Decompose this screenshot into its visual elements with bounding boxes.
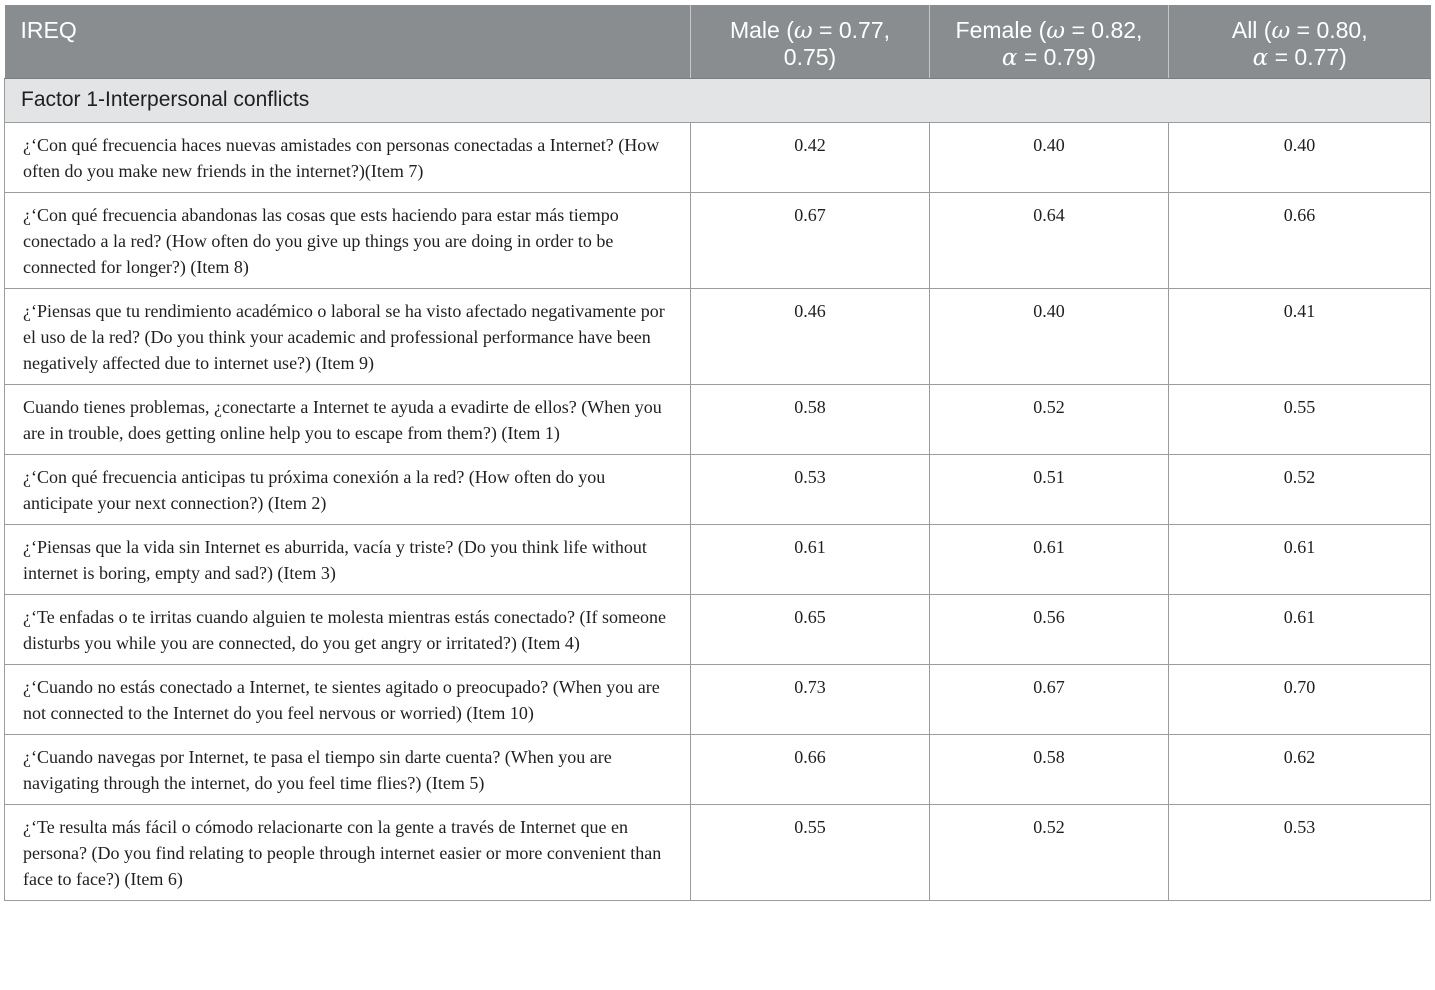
item-text: ¿‘Cuando navegas por Internet, te pasa el tiempo sin darte cuenta? (When you are navigating through the internet, do you feel time flies?) (Item 5) xyxy=(5,734,691,804)
section-row xyxy=(5,78,1431,122)
all-loading: 0.61 xyxy=(1169,524,1431,594)
item-text: ¿‘Con qué frecuencia anticipas tu próxima conexión a la red? (How often do you anticipate your next connection?) (Item 2) xyxy=(5,454,691,524)
female-loading: 0.52 xyxy=(930,384,1169,454)
all-loading: 0.40 xyxy=(1169,122,1431,192)
item-text: Cuando tienes problemas, ¿conectarte a Internet te ayuda a evadirte de ellos? (When you are in trouble, does getting online help you to escape from them?) (Item 1) xyxy=(5,384,691,454)
table-row xyxy=(5,804,1431,900)
female-loading: 0.40 xyxy=(930,122,1169,192)
table-row xyxy=(5,288,1431,384)
male-loading: 0.67 xyxy=(691,192,930,288)
table-row xyxy=(5,594,1431,664)
table-row xyxy=(5,122,1431,192)
female-loading: 0.56 xyxy=(930,594,1169,664)
section-title: Factor 1-Interpersonal conflicts xyxy=(5,78,1431,122)
header-ireq: IREQ xyxy=(5,5,691,78)
item-text: ¿‘Piensas que tu rendimiento académico o laboral se ha visto afectado negativamente por el uso de la red? (Do you think your academic and professional performance have been negatively affected due to internet use?) (Item 9) xyxy=(5,288,691,384)
table-row xyxy=(5,384,1431,454)
all-loading: 0.61 xyxy=(1169,594,1431,664)
female-loading: 0.40 xyxy=(930,288,1169,384)
item-text: ¿‘Te resulta más fácil o cómodo relacionarte con la gente a través de Internet que en persona? (Do you find relating to people through internet easier or more convenient than face to face?) (Item 6) xyxy=(5,804,691,900)
item-text: ¿‘Con qué frecuencia abandonas las cosas que ests haciendo para estar más tiempo conectado a la red? (How often do you give up things you are doing in order to be connected for longer?) (Item 8) xyxy=(5,192,691,288)
all-loading: 0.70 xyxy=(1169,664,1431,734)
factor-loadings-table xyxy=(4,5,1431,901)
female-loading: 0.61 xyxy=(930,524,1169,594)
table-row xyxy=(5,524,1431,594)
all-loading: 0.53 xyxy=(1169,804,1431,900)
male-loading: 0.61 xyxy=(691,524,930,594)
male-loading: 0.66 xyxy=(691,734,930,804)
male-loading: 0.42 xyxy=(691,122,930,192)
item-text: ¿‘Cuando no estás conectado a Internet, te sientes agitado o preocupado? (When you are not connected to the Internet do you feel nervous or worried) (Item 10) xyxy=(5,664,691,734)
header-all: All (ω = 0.80, α = 0.77) xyxy=(1169,5,1431,78)
item-text: ¿‘Piensas que la vida sin Internet es aburrida, vacía y triste? (Do you think life without internet is boring, empty and sad?) (Item 3) xyxy=(5,524,691,594)
all-loading: 0.66 xyxy=(1169,192,1431,288)
female-loading: 0.51 xyxy=(930,454,1169,524)
all-loading: 0.62 xyxy=(1169,734,1431,804)
female-loading: 0.64 xyxy=(930,192,1169,288)
female-loading: 0.52 xyxy=(930,804,1169,900)
header-female: Female (ω = 0.82, α = 0.79) xyxy=(930,5,1169,78)
table-row xyxy=(5,664,1431,734)
item-text: ¿‘Te enfadas o te irritas cuando alguien te molesta mientras estás conectado? (If someone disturbs you while you are connected, do you get angry or irritated?) (Item 4) xyxy=(5,594,691,664)
table-row xyxy=(5,192,1431,288)
table-row xyxy=(5,454,1431,524)
header-row xyxy=(5,5,1431,78)
male-loading: 0.58 xyxy=(691,384,930,454)
table-row xyxy=(5,734,1431,804)
female-loading: 0.58 xyxy=(930,734,1169,804)
male-loading: 0.46 xyxy=(691,288,930,384)
all-loading: 0.41 xyxy=(1169,288,1431,384)
all-loading: 0.55 xyxy=(1169,384,1431,454)
item-text: ¿‘Con qué frecuencia haces nuevas amistades con personas conectadas a Internet? (How often do you make new friends in the internet?)(Item 7) xyxy=(5,122,691,192)
all-loading: 0.52 xyxy=(1169,454,1431,524)
header-male: Male (ω = 0.77, 0.75) xyxy=(691,5,930,78)
female-loading: 0.67 xyxy=(930,664,1169,734)
male-loading: 0.53 xyxy=(691,454,930,524)
male-loading: 0.55 xyxy=(691,804,930,900)
male-loading: 0.73 xyxy=(691,664,930,734)
male-loading: 0.65 xyxy=(691,594,930,664)
